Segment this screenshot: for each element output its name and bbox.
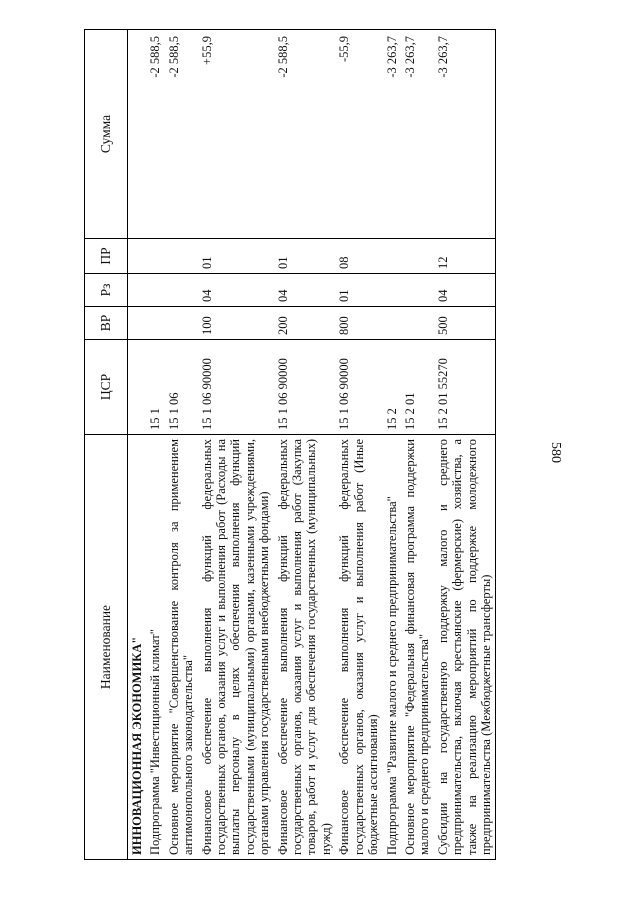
row-sum: -3 263,7: [383, 30, 401, 239]
row-name: Финансовое обеспечение выполнения функций федеральных государственных органов, оказания услуг и выполнения работ (Иные бюджетные ассигнования): [335, 435, 382, 860]
header-pr: ПР: [85, 239, 128, 274]
row-vr: 800: [335, 307, 382, 340]
row-sum: -2 588,5: [146, 30, 164, 239]
row-csr: 15 1 06 90000: [198, 340, 274, 435]
table-row: [198, 30, 274, 860]
row-name: Основное мероприятие "Совершенствование контроля за применением антимонопольного законодательства": [165, 435, 198, 860]
row-name: Подпрограмма "Инвестиционный климат": [146, 435, 164, 860]
row-name: Финансовое обеспечение выполнения функций федеральных государственных органов, оказания услуг и выполнения работ (Расходы на выплаты персоналу в целях обеспечения выполнения функций государственными (муниципальными) органами, казенными учреждениями, органами управления государственными внебюджетными фондами): [198, 435, 274, 860]
header-name: Наименование: [85, 435, 128, 860]
row-name: Субсидии на государственную поддержку малого и среднего предпринимательства, включая крестьянские (фермерские) хозяйства, а также на реализацию мероприятий по поддержке молодежного предпринимательства (Межбюджетные трансферты): [434, 435, 496, 860]
row-rz: [165, 274, 198, 307]
row-vr: 200: [274, 307, 336, 340]
row-pr: [401, 239, 434, 274]
header-rz: Рз: [85, 274, 128, 307]
row-vr: [401, 307, 434, 340]
row-rz: 04: [434, 274, 496, 307]
row-rz: 04: [198, 274, 274, 307]
table-row: [146, 30, 164, 860]
row-pr: [165, 239, 198, 274]
row-csr: 15 2: [383, 340, 401, 435]
row-rz: 01: [335, 274, 382, 307]
row-rz: 04: [274, 274, 336, 307]
row-vr: [165, 307, 198, 340]
row-name: Финансовое обеспечение выполнения функций федеральных государственных органов, оказания услуг и выполнения работ (Закупка товаров, работ и услуг для обеспечения государственных (муниципальных) нужд): [274, 435, 336, 860]
row-sum: -3 263,7: [434, 30, 496, 239]
row-pr: 01: [198, 239, 274, 274]
row-name: ИННОВАЦИОННАЯ ЭКОНОМИКА": [128, 435, 147, 860]
row-sum: [128, 30, 147, 239]
row-pr: 12: [434, 239, 496, 274]
row-sum: -3 263,7: [401, 30, 434, 239]
row-name: Основное мероприятие "Федеральная финансовая программа поддержки малого и среднего предпринимательства": [401, 435, 434, 860]
row-vr: 500: [434, 307, 496, 340]
row-sum: -55,9: [335, 30, 382, 239]
row-csr: 15 2 01 55270: [434, 340, 496, 435]
row-rz: [401, 274, 434, 307]
row-csr: 15 2 01: [401, 340, 434, 435]
row-csr: 15 1: [146, 340, 164, 435]
row-pr: 08: [335, 239, 382, 274]
row-csr: 15 1 06: [165, 340, 198, 435]
row-sum: -2 588,5: [274, 30, 336, 239]
row-rz: [128, 274, 147, 307]
row-vr: 100: [198, 307, 274, 340]
row-pr: [128, 239, 147, 274]
row-pr: 01: [274, 239, 336, 274]
row-name: Подпрограмма "Развитие малого и среднего предпринимательства": [383, 435, 401, 860]
header-csr: ЦСР: [85, 340, 128, 435]
table-row: [401, 30, 434, 860]
row-csr: 15 1 06 90000: [335, 340, 382, 435]
row-vr: [128, 307, 147, 340]
row-sum: -2 588,5: [165, 30, 198, 239]
row-rz: [146, 274, 164, 307]
budget-table-container: [84, 30, 624, 860]
table-row: [383, 30, 401, 860]
row-vr: [383, 307, 401, 340]
header-sum: Сумма: [85, 30, 128, 239]
table-row: [335, 30, 382, 860]
table-row: [274, 30, 336, 860]
table-row: [165, 30, 198, 860]
row-sum: +55,9: [198, 30, 274, 239]
header-vr: ВР: [85, 307, 128, 340]
table-row: [128, 30, 147, 860]
row-csr: 15 1 06 90000: [274, 340, 336, 435]
table-header-row: [85, 30, 128, 860]
budget-table: [84, 29, 496, 860]
page-number: 580: [548, 442, 563, 463]
row-rz: [383, 274, 401, 307]
row-vr: [146, 307, 164, 340]
row-pr: [146, 239, 164, 274]
row-csr: [128, 340, 147, 435]
row-pr: [383, 239, 401, 274]
table-row: [434, 30, 496, 860]
